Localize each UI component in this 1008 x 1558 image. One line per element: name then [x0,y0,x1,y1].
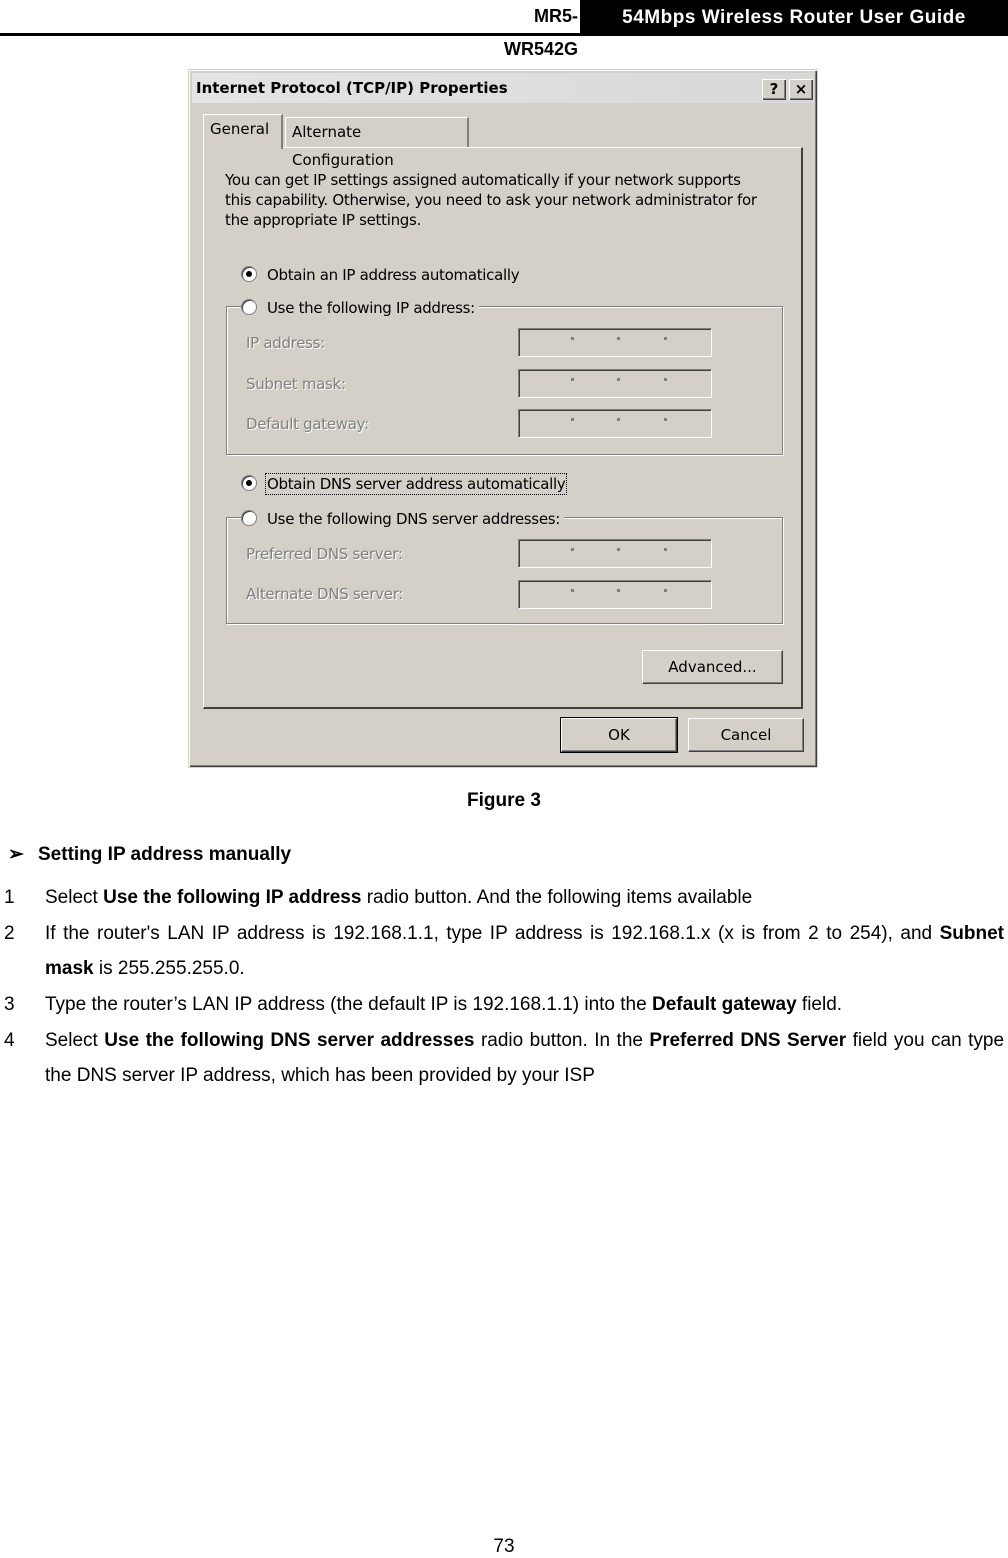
subnet-mask-input[interactable] [518,369,712,398]
radio-selected-icon[interactable] [241,266,257,282]
tcpip-properties-dialog [188,69,818,768]
page-header [0,0,1008,59]
alternate-dns-label: Alternate DNS server: [246,585,404,603]
step-text: Type the router’s LAN IP address (the default IP is 192.168.1.1) into the Default gateway field. [45,994,843,1015]
ip-address-label: IP address: [246,334,325,352]
intro-text: You can get IP settings assigned automatically if your network supports this capability. Otherwise, you need to ask your network administrator for the appropriate IP settings. [225,171,757,229]
obtain-dns-auto-label: Obtain DNS server address automatically [267,475,566,493]
help-icon[interactable]: ? [762,79,786,100]
section-subheading [8,843,291,866]
step-text: If the router's LAN IP address is 192.168.1.1, type IP address is 192.168.1.x (x is from 2 to 254), and Subnet mask is 255.255.255.0. [45,923,1004,979]
ip-address-input[interactable] [518,328,712,357]
obtain-ip-auto-label: Obtain an IP address automatically [267,266,520,284]
page-number: 73 [493,1536,515,1557]
subheading-text: Setting IP address manually [38,844,292,865]
arrow-bullet-icon: ➢ [8,844,24,865]
radio-unselected-icon[interactable] [241,510,257,526]
dialog-title: Internet Protocol (TCP/IP) Properties [196,79,508,97]
use-following-dns-label: Use the following DNS server addresses: [267,510,561,528]
dialog-titlebar [192,73,814,103]
close-icon[interactable]: × [789,79,813,100]
advanced-button[interactable]: Advanced... [642,650,783,684]
obtain-dns-auto-option[interactable] [241,474,569,494]
use-following-ip-label: Use the following IP address: [267,299,475,317]
step-number: 1 [4,887,15,908]
step-number: 4 [4,1030,15,1051]
radio-unselected-icon[interactable] [241,299,257,315]
obtain-ip-auto-option[interactable] [241,265,523,285]
use-following-dns-option[interactable] [241,509,564,529]
step-text: Select Use the following DNS server addresses radio button. In the Preferred DNS Server field you can type the DNS server IP address, which has been provided by your ISP [45,1030,1005,1086]
radio-selected-icon[interactable] [241,475,257,491]
preferred-dns-input[interactable] [518,539,712,568]
preferred-dns-label: Preferred DNS server: [246,545,403,563]
step-number: 2 [4,923,15,944]
cancel-button[interactable]: Cancel [688,718,804,752]
alternate-dns-input[interactable] [518,580,712,609]
step-number: 3 [4,994,15,1015]
default-gateway-label: Default gateway: [246,415,369,433]
header-rule [0,33,1008,36]
subnet-mask-label: Subnet mask: [246,375,346,393]
use-following-ip-option[interactable] [241,298,479,318]
figure-caption: Figure 3 [467,790,541,811]
default-gateway-input[interactable] [518,409,712,438]
tab-alternate-configuration[interactable]: Alternate Configuration [285,117,469,147]
header-title: 54Mbps Wireless Router User Guide [580,0,1008,36]
step-text: Select Use the following IP address radio button. And the following items available [45,887,753,908]
header-model: MR5-WR542G [500,0,578,33]
ok-button[interactable]: OK [561,718,677,752]
tab-general[interactable]: General [203,114,283,149]
